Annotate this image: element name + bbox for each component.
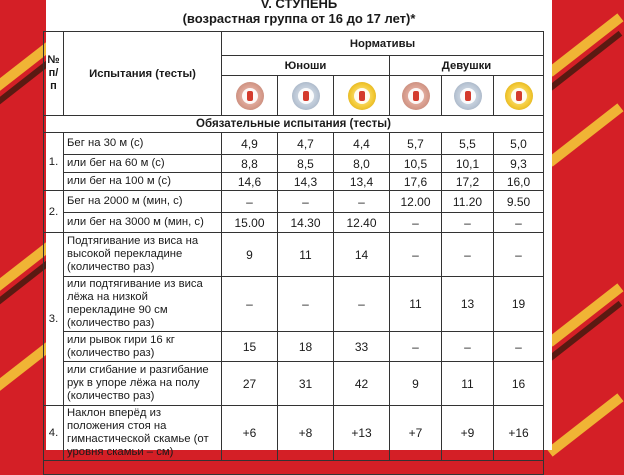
value-cell: 8,5 bbox=[278, 155, 334, 173]
value-cell: 5,5 bbox=[442, 133, 494, 155]
ribbon-stripe bbox=[546, 103, 623, 166]
value-cell: +6 bbox=[222, 406, 278, 461]
value-cell: 17,6 bbox=[390, 173, 442, 191]
test-name: или бег на 3000 м (мин, с) bbox=[64, 213, 222, 233]
value-cell: – bbox=[494, 233, 544, 277]
value-cell: 16 bbox=[494, 362, 544, 406]
value-cell: 14,3 bbox=[278, 173, 334, 191]
value-cell: – bbox=[222, 277, 278, 332]
value-cell: 4,4 bbox=[334, 133, 390, 155]
value-cell: +9 bbox=[442, 406, 494, 461]
value-cell: +7 bbox=[390, 406, 442, 461]
test-name: или бег на 60 м (с) bbox=[64, 155, 222, 173]
page-title bbox=[46, 0, 552, 26]
value-cell: 14.30 bbox=[278, 213, 334, 233]
bronze-badge-icon bbox=[236, 82, 264, 110]
value-cell: – bbox=[334, 191, 390, 213]
value-cell: 5,0 bbox=[494, 133, 544, 155]
value-cell: 33 bbox=[334, 332, 390, 362]
table-row bbox=[44, 155, 544, 173]
test-name: Бег на 2000 м (мин, с) bbox=[64, 191, 222, 213]
value-cell: 10,1 bbox=[442, 155, 494, 173]
value-cell: – bbox=[390, 213, 442, 233]
value-cell: 14,6 bbox=[222, 173, 278, 191]
table-row bbox=[44, 332, 544, 362]
value-cell: 14 bbox=[334, 233, 390, 277]
value-cell: 5,7 bbox=[390, 133, 442, 155]
badge-cell bbox=[278, 76, 334, 116]
value-cell: 42 bbox=[334, 362, 390, 406]
value-cell: – bbox=[442, 233, 494, 277]
value-cell: 31 bbox=[278, 362, 334, 406]
row-num: 4. bbox=[44, 406, 64, 461]
test-name: или бег на 100 м (с) bbox=[64, 173, 222, 191]
table-row bbox=[44, 406, 544, 461]
badge-cell bbox=[334, 76, 390, 116]
bronze-badge-icon bbox=[402, 82, 430, 110]
value-cell: 18 bbox=[278, 332, 334, 362]
badge-cell bbox=[222, 76, 278, 116]
value-cell: – bbox=[278, 191, 334, 213]
value-cell: 8,8 bbox=[222, 155, 278, 173]
value-cell: +16 bbox=[494, 406, 544, 461]
value-cell: 10,5 bbox=[390, 155, 442, 173]
value-cell: 11 bbox=[390, 277, 442, 332]
test-name: Бег на 30 м (с) bbox=[64, 133, 222, 155]
header-girls: Девушки bbox=[390, 56, 544, 76]
test-name: или подтягивание из виса лёжа на низкой перекладине 90 см (количество раз) bbox=[64, 277, 222, 332]
header-norms: Нормативы bbox=[222, 32, 544, 56]
value-cell: – bbox=[278, 277, 334, 332]
value-cell: 13,4 bbox=[334, 173, 390, 191]
value-cell: – bbox=[442, 332, 494, 362]
table-row bbox=[44, 191, 544, 213]
value-cell: 17,2 bbox=[442, 173, 494, 191]
badge-cell bbox=[390, 76, 442, 116]
value-cell: 15.00 bbox=[222, 213, 278, 233]
title-age-group: (возрастная группа от 16 до 17 лет)* bbox=[182, 11, 416, 26]
test-name: или сгибание и разгибание рук в упоре лёжа на полу (количество раз) bbox=[64, 362, 222, 406]
row-num: 2. bbox=[44, 191, 64, 233]
title-stage: V. СТУПЕНЬ bbox=[260, 0, 338, 11]
value-cell: – bbox=[334, 277, 390, 332]
table-row bbox=[44, 213, 544, 233]
standards-table bbox=[43, 31, 544, 475]
value-cell: 11 bbox=[278, 233, 334, 277]
value-cell: +13 bbox=[334, 406, 390, 461]
header-num: № п/п bbox=[44, 32, 64, 116]
table-row bbox=[44, 277, 544, 332]
badge-cell bbox=[494, 76, 544, 116]
gold-badge-icon bbox=[348, 82, 376, 110]
test-name: Подтягивание из виса на высокой перекладине (количество раз) bbox=[64, 233, 222, 277]
value-cell: 4,9 bbox=[222, 133, 278, 155]
value-cell: 15 bbox=[222, 332, 278, 362]
test-name: или рывок гири 16 кг (количество раз) bbox=[64, 332, 222, 362]
table-continuation bbox=[44, 461, 544, 475]
table-row bbox=[44, 233, 544, 277]
value-cell: 9,3 bbox=[494, 155, 544, 173]
table-row bbox=[44, 362, 544, 406]
standards-sheet bbox=[46, 0, 552, 458]
header-tests: Испытания (тесты) bbox=[64, 32, 222, 116]
ribbon-stripe bbox=[546, 393, 623, 456]
value-cell: – bbox=[494, 213, 544, 233]
ribbon-stripe bbox=[546, 283, 623, 346]
value-cell: 13 bbox=[442, 277, 494, 332]
row-num: 3. bbox=[44, 233, 64, 406]
row-num: 1. bbox=[44, 133, 64, 191]
test-name: Наклон вперёд из положения стоя на гимнастической скамье (от уровня скамьи – см) bbox=[64, 406, 222, 461]
value-cell: 16,0 bbox=[494, 173, 544, 191]
value-cell: – bbox=[442, 213, 494, 233]
value-cell: 12.00 bbox=[390, 191, 442, 213]
badge-cell bbox=[442, 76, 494, 116]
value-cell: 9 bbox=[390, 362, 442, 406]
value-cell: – bbox=[390, 332, 442, 362]
section-title: Обязательные испытания (тесты) bbox=[44, 116, 544, 133]
table-row bbox=[44, 133, 544, 155]
value-cell: +8 bbox=[278, 406, 334, 461]
gold-badge-icon bbox=[505, 82, 533, 110]
value-cell: 19 bbox=[494, 277, 544, 332]
value-cell: – bbox=[390, 233, 442, 277]
value-cell: 11.20 bbox=[442, 191, 494, 213]
value-cell: 9 bbox=[222, 233, 278, 277]
value-cell: – bbox=[222, 191, 278, 213]
silver-badge-icon bbox=[454, 82, 482, 110]
value-cell: – bbox=[494, 332, 544, 362]
value-cell: 9.50 bbox=[494, 191, 544, 213]
value-cell: 11 bbox=[442, 362, 494, 406]
table-row bbox=[44, 173, 544, 191]
value-cell: 27 bbox=[222, 362, 278, 406]
value-cell: 12.40 bbox=[334, 213, 390, 233]
value-cell: 8,0 bbox=[334, 155, 390, 173]
ribbon-stripe bbox=[546, 13, 623, 76]
header-boys: Юноши bbox=[222, 56, 390, 76]
silver-badge-icon bbox=[292, 82, 320, 110]
value-cell: 4,7 bbox=[278, 133, 334, 155]
